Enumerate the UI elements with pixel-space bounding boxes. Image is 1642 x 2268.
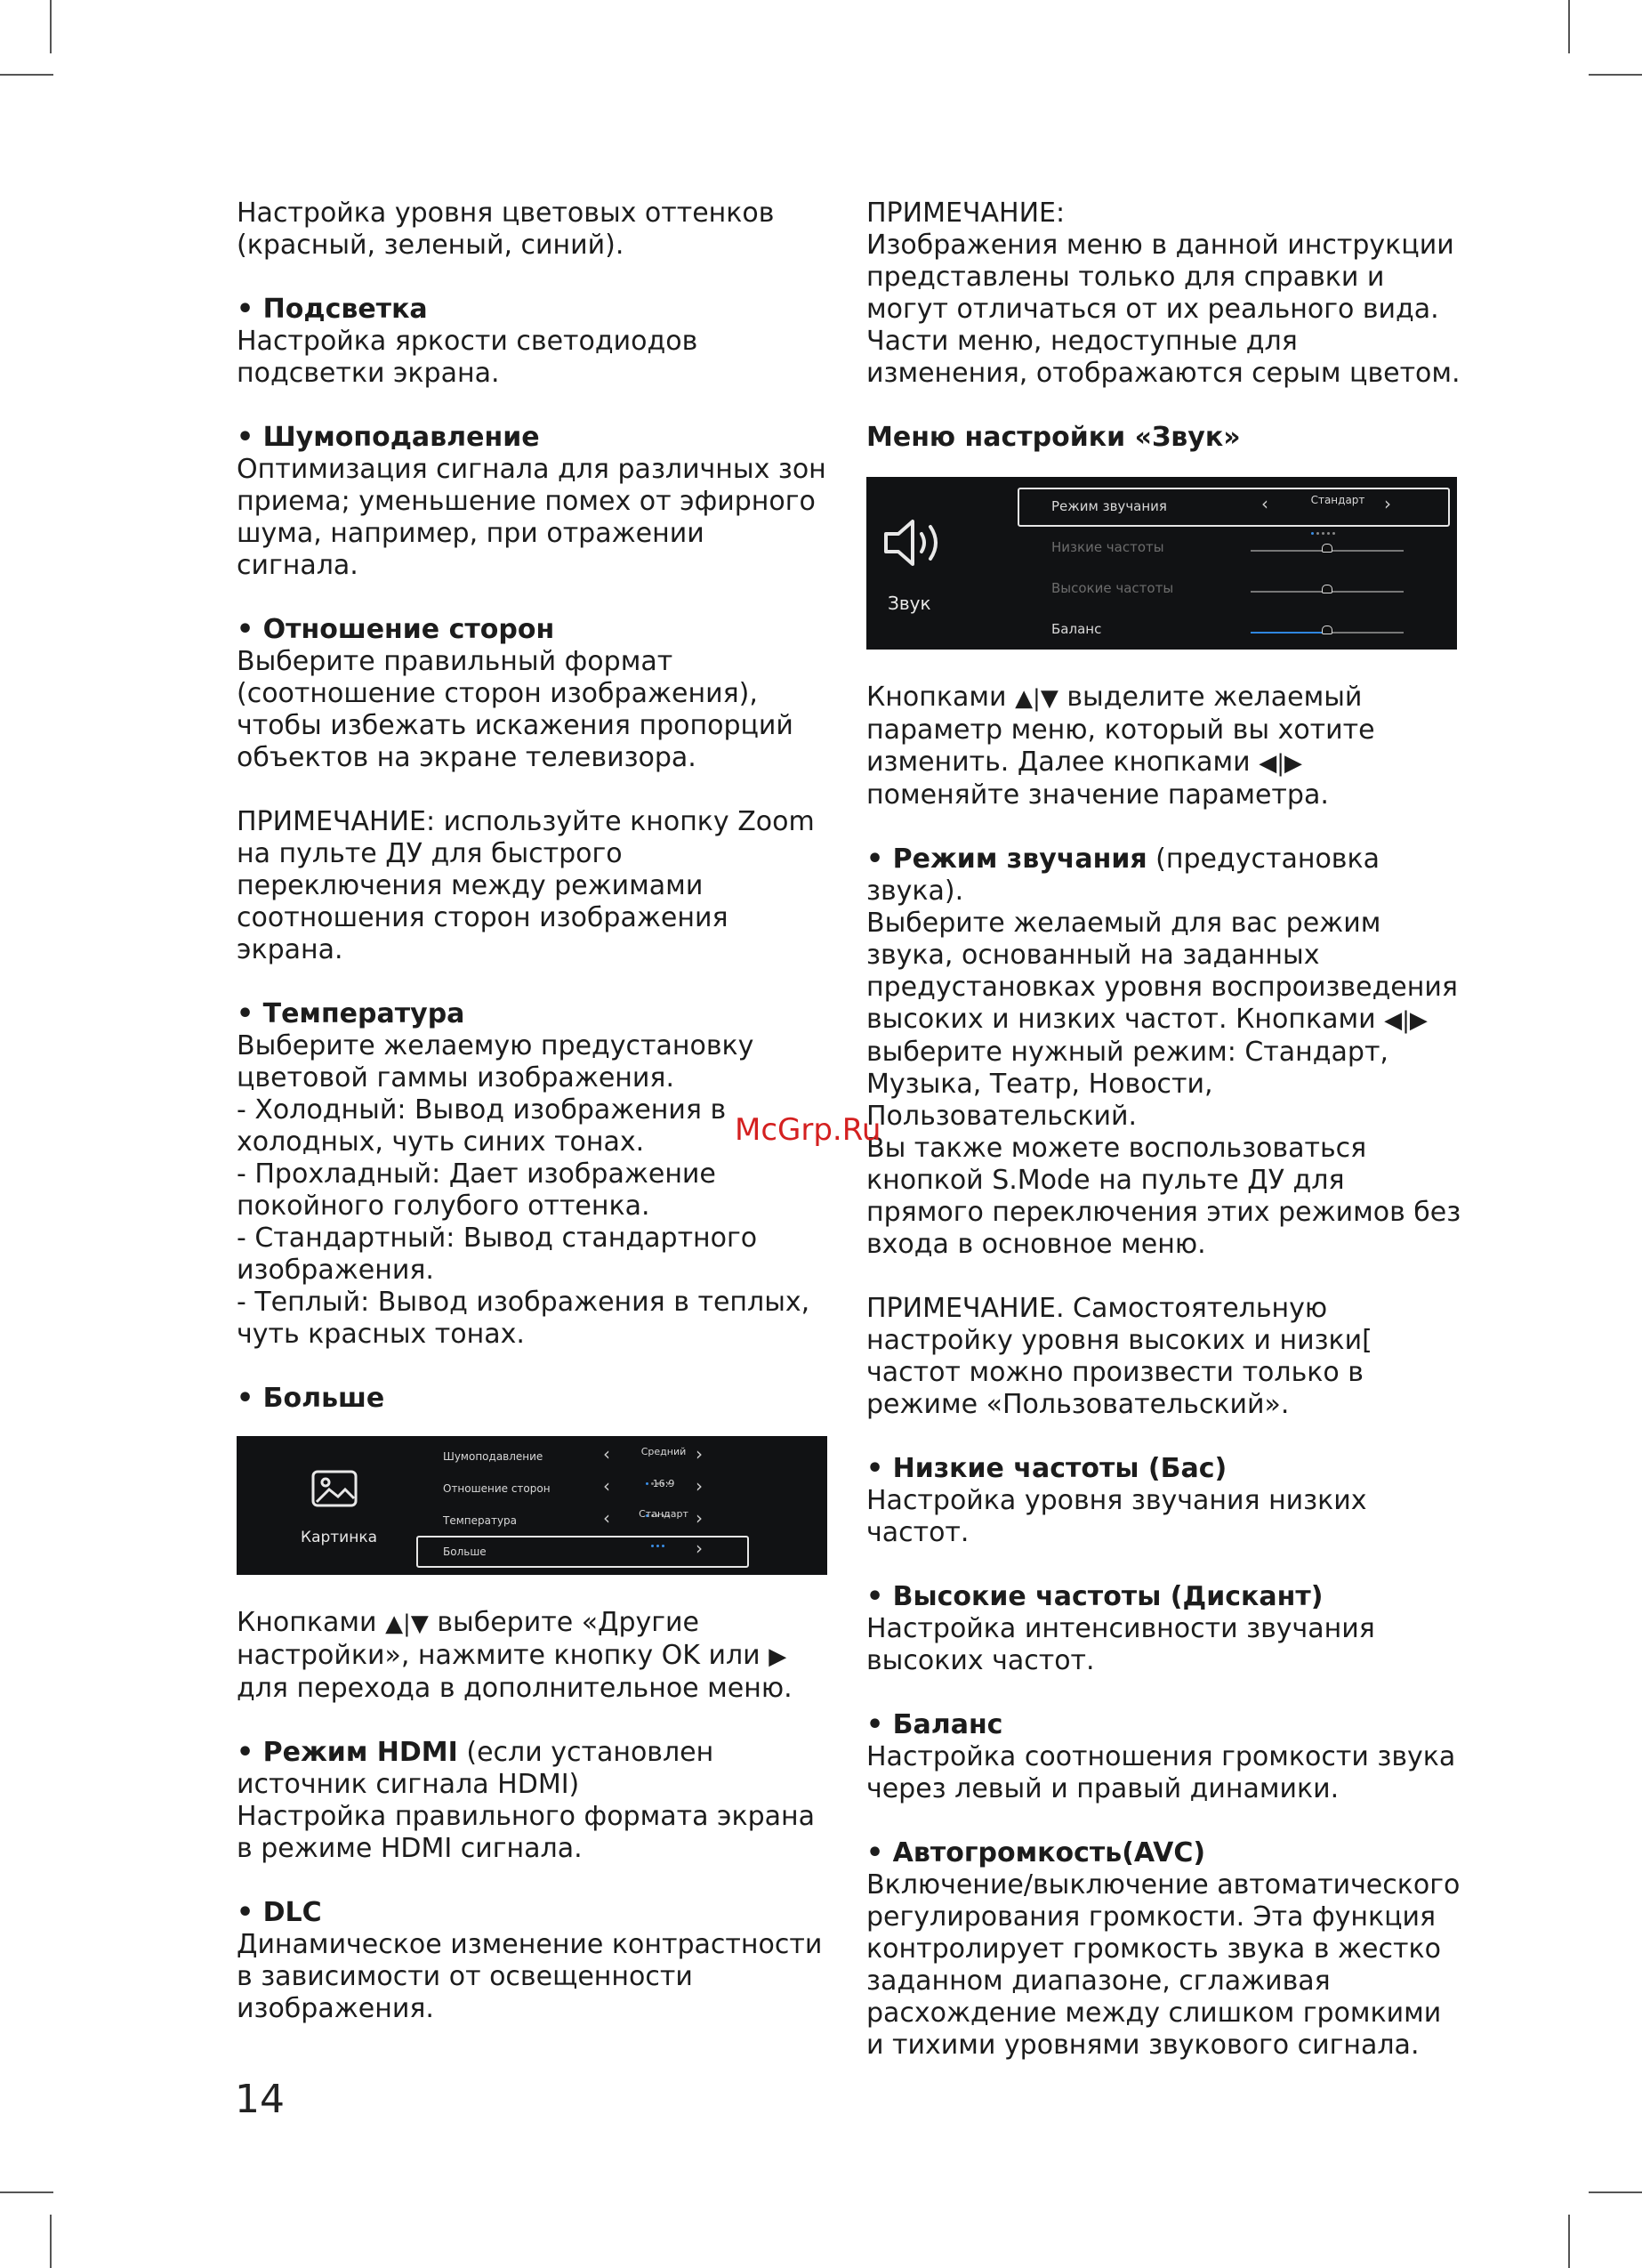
page-number: 14 xyxy=(235,2077,285,2122)
crop-mark xyxy=(50,0,52,53)
bass-slider xyxy=(1251,550,1404,552)
menu-row-treble: Высокие частоты xyxy=(1051,580,1174,596)
noise-text: Оптимизация сигнала для различных зон приема; уменьшение помех от эфирного шума, например, при отражении сигнала. xyxy=(237,454,826,581)
option-dots xyxy=(646,1493,672,1497)
avc-text: Включение/выключение автоматического регулирования громкости. Эта функция контролирует громкость звука в жестко заданном диапазоне, сглаживая расхождение между слишком громкими и тихими уровнями звукового сигнала. xyxy=(866,1869,1461,2061)
bass-text: Настройка уровня звучания низких частот. xyxy=(866,1485,1367,1548)
option-dots xyxy=(1311,511,1338,514)
speaker-icon xyxy=(881,516,948,569)
hdmi-heading: • Режим HDMI xyxy=(237,1737,458,1768)
aspect-section xyxy=(237,614,833,774)
treble-text: Настройка интенсивности звучания высоких частот. xyxy=(866,1613,1375,1676)
note-heading: ПРИМЕЧАНИЕ: xyxy=(866,198,1066,229)
up-down-arrows-icon: ▲|▼ xyxy=(1015,685,1058,712)
treble-heading: • Высокие частоты (Дискант) xyxy=(866,1581,1324,1612)
sound-menu-label: Звук xyxy=(888,593,931,614)
crop-mark xyxy=(1589,74,1642,76)
note-text: Изображения меню в данной инструкции представлены только для справки и могут отличаться от их реального вида. Части меню, недоступные для изменения, отображаются серым цветом. xyxy=(866,230,1461,389)
menu-images-note xyxy=(866,198,1462,390)
sound-mode-paren: (предустановка звука). xyxy=(866,843,1380,907)
chevron-left-icon: ‹ xyxy=(603,1443,610,1465)
chevron-right-icon: › xyxy=(696,1507,703,1529)
temperature-heading: • Температура xyxy=(237,998,465,1029)
balance-text: Настройка соотношения громкости звука через левый и правый динамики. xyxy=(866,1741,1456,1804)
menu-row-bass: Низкие частоты xyxy=(1051,539,1164,555)
balance-heading: • Баланс xyxy=(866,1709,1003,1740)
avc-heading: • Автогромкость(AVC) xyxy=(866,1837,1206,1868)
left-right-arrows-icon: ◀|▶ xyxy=(1384,1007,1428,1034)
chevron-right-icon: › xyxy=(696,1538,703,1559)
menu-value-temperature: Стандарт xyxy=(639,1508,688,1520)
hdmi-paren: (если установлен источник сигнала HDMI) xyxy=(237,1737,714,1800)
zoom-note: ПРИМЕЧАНИЕ: используйте кнопку Zoom на пульте ДУ для быстрого переключения между режимами соотношения сторон изображения экрана. xyxy=(237,806,815,965)
menu-row-sound-mode: Режим звучания xyxy=(1051,498,1167,514)
up-down-arrows-icon: ▲|▼ xyxy=(385,1610,429,1637)
more-heading: • Больше xyxy=(237,1383,385,1414)
temperature-line: Выберите желаемую предустановку цветовой гаммы изображения. xyxy=(237,1030,754,1094)
option-dots xyxy=(646,1461,672,1465)
noise-heading: • Шумоподавление xyxy=(237,422,540,453)
picture-menu-screenshot xyxy=(237,1436,827,1575)
backlight-text: Настройка яркости светодиодов подсветки экрана. xyxy=(237,326,698,389)
crop-mark xyxy=(1589,2191,1642,2193)
aspect-text: Выберите правильный формат (соотношение сторон изображения), чтобы избежать искажения пропорций объектов на экране телевизора. xyxy=(237,646,793,773)
treble-slider xyxy=(1251,591,1404,593)
avc-section xyxy=(866,1837,1462,2062)
aspect-heading: • Отношение сторон xyxy=(237,614,555,645)
crop-mark xyxy=(50,2215,52,2268)
chevron-left-icon: ‹ xyxy=(1261,493,1268,514)
chevron-right-icon: › xyxy=(696,1443,703,1465)
crop-mark xyxy=(0,2191,53,2193)
bass-section xyxy=(866,1453,1462,1549)
chevron-left-icon: ‹ xyxy=(603,1507,610,1529)
hdmi-section xyxy=(237,1737,833,1865)
smode-text: Вы также можете воспользоваться кнопкой S.Mode на пульте ДУ для прямого переключения этих режимов без входа в основное меню. xyxy=(866,1133,1461,1260)
crop-mark xyxy=(1568,0,1570,53)
sound-mode-section: • Режим звучания (предустановка звука). Выберите желаемый для вас режим звука, основанный на заданных предустановках уровня воспроизведения высоких и низких частот. Кнопками ◀|▶ выберите нужный режим: Стандарт, Музыка, Театр, Новости, Пользовательский. Вы также можете воспользоваться кнопкой S.Mode на пульте ДУ для прямого переключения этих режимов без входа в основное меню. xyxy=(866,843,1461,1260)
dlc-heading: • DLC xyxy=(237,1897,322,1928)
dlc-section xyxy=(237,1897,833,2025)
menu-value-noise: Средний xyxy=(640,1446,687,1457)
right-column xyxy=(866,198,1462,2094)
balance-section xyxy=(866,1709,1462,1805)
picture-icon xyxy=(310,1468,359,1509)
menu-row-aspect: Отношение сторон xyxy=(443,1482,551,1495)
menu-value-aspect: 16:9 xyxy=(652,1478,675,1489)
menu-row-balance: Баланс xyxy=(1051,621,1102,637)
menu-value-sound-mode: Стандарт xyxy=(1310,494,1365,506)
right-arrow-icon: ▶ xyxy=(769,1643,787,1670)
temperature-line: - Теплый: Вывод изображения в теплых, чуть красных тонах. xyxy=(237,1287,810,1350)
menu-row-noise: Шумоподавление xyxy=(443,1450,543,1463)
backlight-section xyxy=(237,294,833,390)
temperature-line: - Стандартный: Вывод стандартного изображения. xyxy=(237,1223,758,1286)
chevron-right-icon: › xyxy=(696,1475,703,1497)
noise-section xyxy=(237,422,833,582)
temperature-section xyxy=(237,998,833,1351)
custom-mode-note: ПРИМЕЧАНИЕ. Самостоятельную настройку уровня высоких и низки[ частот можно произвести только в режиме «Пользовательский». xyxy=(866,1293,1372,1420)
chevron-left-icon: ‹ xyxy=(603,1475,610,1497)
hdmi-text: Настройка правильного формата экрана в режиме HDMI сигнала. xyxy=(237,1801,816,1864)
temperature-line: - Прохладный: Дает изображение покойного голубого оттенка. xyxy=(237,1158,716,1222)
chevron-right-icon: › xyxy=(1384,493,1391,514)
balance-slider xyxy=(1251,632,1404,634)
picture-menu-label: Картинка xyxy=(301,1529,378,1546)
sound-menu-screenshot xyxy=(866,477,1457,650)
menu-row-more: Больше xyxy=(443,1546,487,1558)
watermark: McGrp.Ru xyxy=(735,1112,881,1148)
menu-row-temperature: Температура xyxy=(443,1514,518,1527)
sound-menu-heading: Меню настройки «Звук» xyxy=(866,422,1241,453)
sound-nav-text: Кнопками ▲|▼ выделите желаемый параметр меню, который вы хотите изменить. Далее кнопками ◀|▶ поменяйте значение параметра. xyxy=(866,682,1375,811)
left-right-arrows-icon: ◀|▶ xyxy=(1259,750,1302,777)
backlight-heading: • Подсветка xyxy=(237,294,428,325)
temperature-line: - Холодный: Вывод изображения в холодных, чуть синих тонах. xyxy=(237,1094,727,1158)
crop-mark xyxy=(0,74,53,76)
option-dots xyxy=(651,1523,667,1527)
sound-mode-heading: • Режим звучания xyxy=(866,843,1147,875)
dlc-text: Динамическое изменение контрастности в зависимости от освещенности изображения. xyxy=(237,1929,823,2024)
treble-section xyxy=(866,1581,1462,1677)
bass-heading: • Низкие частоты (Бас) xyxy=(866,1453,1227,1484)
more-nav-text: Кнопками ▲|▼ выберите «Другие настройки», нажмите кнопку OK или ▶ для перехода в дополнительное меню. xyxy=(237,1607,793,1704)
crop-mark xyxy=(1568,2215,1570,2268)
intro-text: Настройка уровня цветовых оттенков (красный, зеленый, синий). xyxy=(237,198,775,261)
